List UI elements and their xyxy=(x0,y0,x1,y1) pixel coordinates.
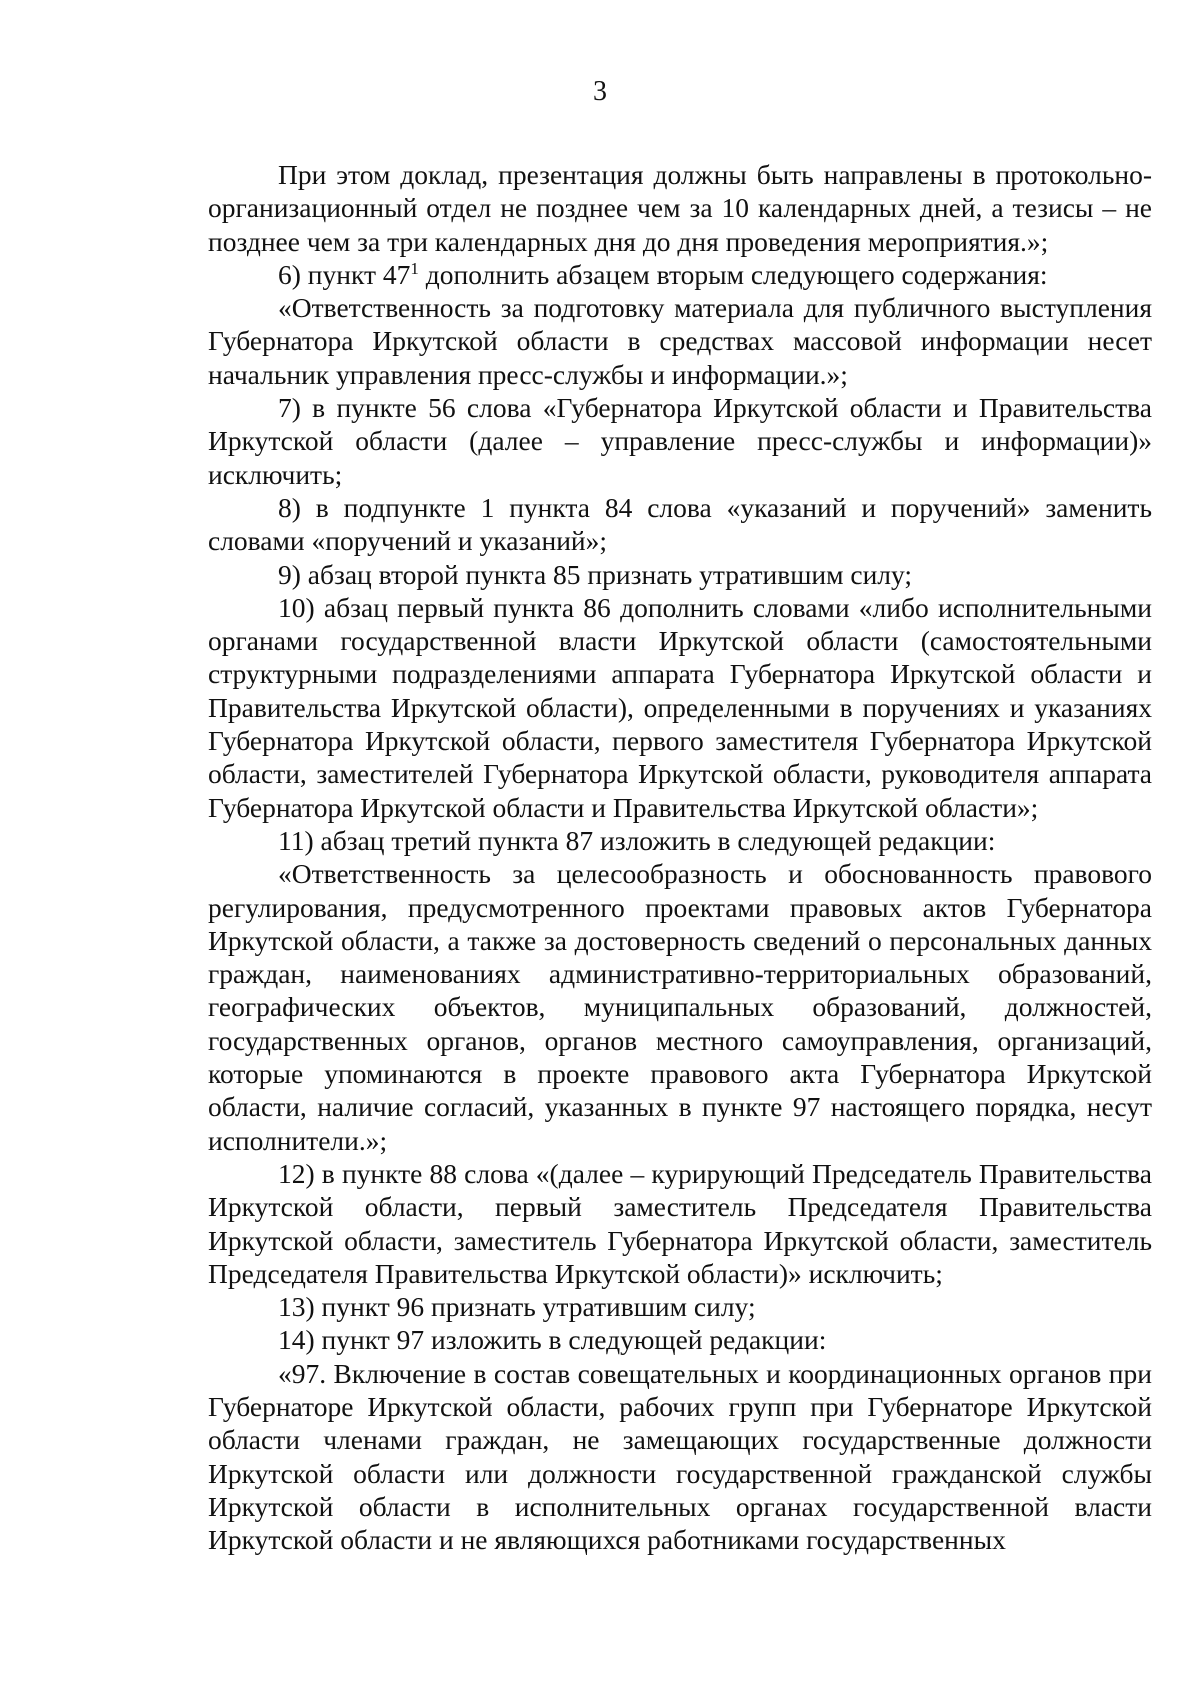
paragraph-item-6 xyxy=(208,258,1152,291)
item-6-after: дополнить абзацем вторым следующего содержания: xyxy=(418,258,1048,290)
paragraph-report-deadline: При этом доклад, презентация должны быть направлены в протокольно-организационный отдел не позднее чем за 10 календарных дней, а тезисы – не позднее чем за три календарных дня до дня проведения мероприятия.»; xyxy=(208,159,1152,257)
paragraph-item-14: 14) пункт 97 изложить в следующей редакции: xyxy=(278,1324,827,1356)
item-6-superscript: 1 xyxy=(410,258,419,278)
paragraph-quote-item-97: «97. Включение в состав совещательных и координационных органов при Губернаторе Иркутской области, рабочих групп при Губернаторе Иркутской области членами граждан, не замещающих государственные должности Иркутской области или должности государственной гражданской службы Иркутской области в исполнительных органах государственной власти Иркутской области и не являющихся работниками государственных xyxy=(208,1357,1152,1556)
paragraph-item-13: 13) пункт 96 признать утратившим силу; xyxy=(278,1291,756,1323)
paragraph-quote-responsibility-regulation: «Ответственность за целесообразность и обоснованность правового регулирования, предусмотренного проектами правовых актов Губернатора Иркутской области, а также за достоверность сведений о персональных данных граждан, наименованиях административно-территориальных образований, географических объектов, муниципальных образований, должностей, государственных органов, органов местного самоуправления, организаций, которые упоминаются в проекте правового акта Губернатора Иркутской области, наличие согласий, указанных в пункте 97 настоящего порядка, несут исполнители.»; xyxy=(208,858,1152,1156)
paragraph-item-10: 10) абзац первый пункта 86 дополнить словами «либо исполнительными органами государственной власти Иркутской области (самостоятельными структурными подразделениями аппарата Губернатора Иркутской области и Правительства Иркутской области), определенными в поручениях и указаниях Губернатора Иркутской области, первого заместителя Губернатора Иркутской области, заместителей Губернатора Иркутской области, руководителя аппарата Губернатора Иркутской области и Правительства Иркутской области»; xyxy=(208,591,1152,823)
paragraph-item-8: 8) в подпункте 1 пункта 84 слова «указаний и поручений» заменить словами «поручений и указаний»; xyxy=(208,491,1152,557)
item-6-before: 6) пункт 47 xyxy=(278,258,411,290)
page-number: 3 xyxy=(593,76,607,107)
document-body xyxy=(208,158,1152,1556)
paragraph-item-9: 9) абзац второй пункта 85 признать утратившим силу; xyxy=(278,558,913,590)
paragraph-item-11: 11) абзац третий пункта 87 изложить в следующей редакции: xyxy=(278,824,996,856)
paragraph-quote-responsibility-press: «Ответственность за подготовку материала для публичного выступления Губернатора Иркутской области в средствах массовой информации несет начальник управления пресс-службы и информации.»; xyxy=(208,292,1152,390)
paragraph-item-12: 12) в пункте 88 слова «(далее – курирующий Председатель Правительства Иркутской области, первый заместитель Председателя Правительства Иркутской области, заместитель Губернатора Иркутской области, заместитель Председателя Правительства Иркутской области)» исключить; xyxy=(208,1157,1152,1289)
paragraph-item-7: 7) в пункте 56 слова «Губернатора Иркутской области и Правительства Иркутской области (далее – управление пресс-службы и информации)» исключить; xyxy=(208,392,1152,490)
